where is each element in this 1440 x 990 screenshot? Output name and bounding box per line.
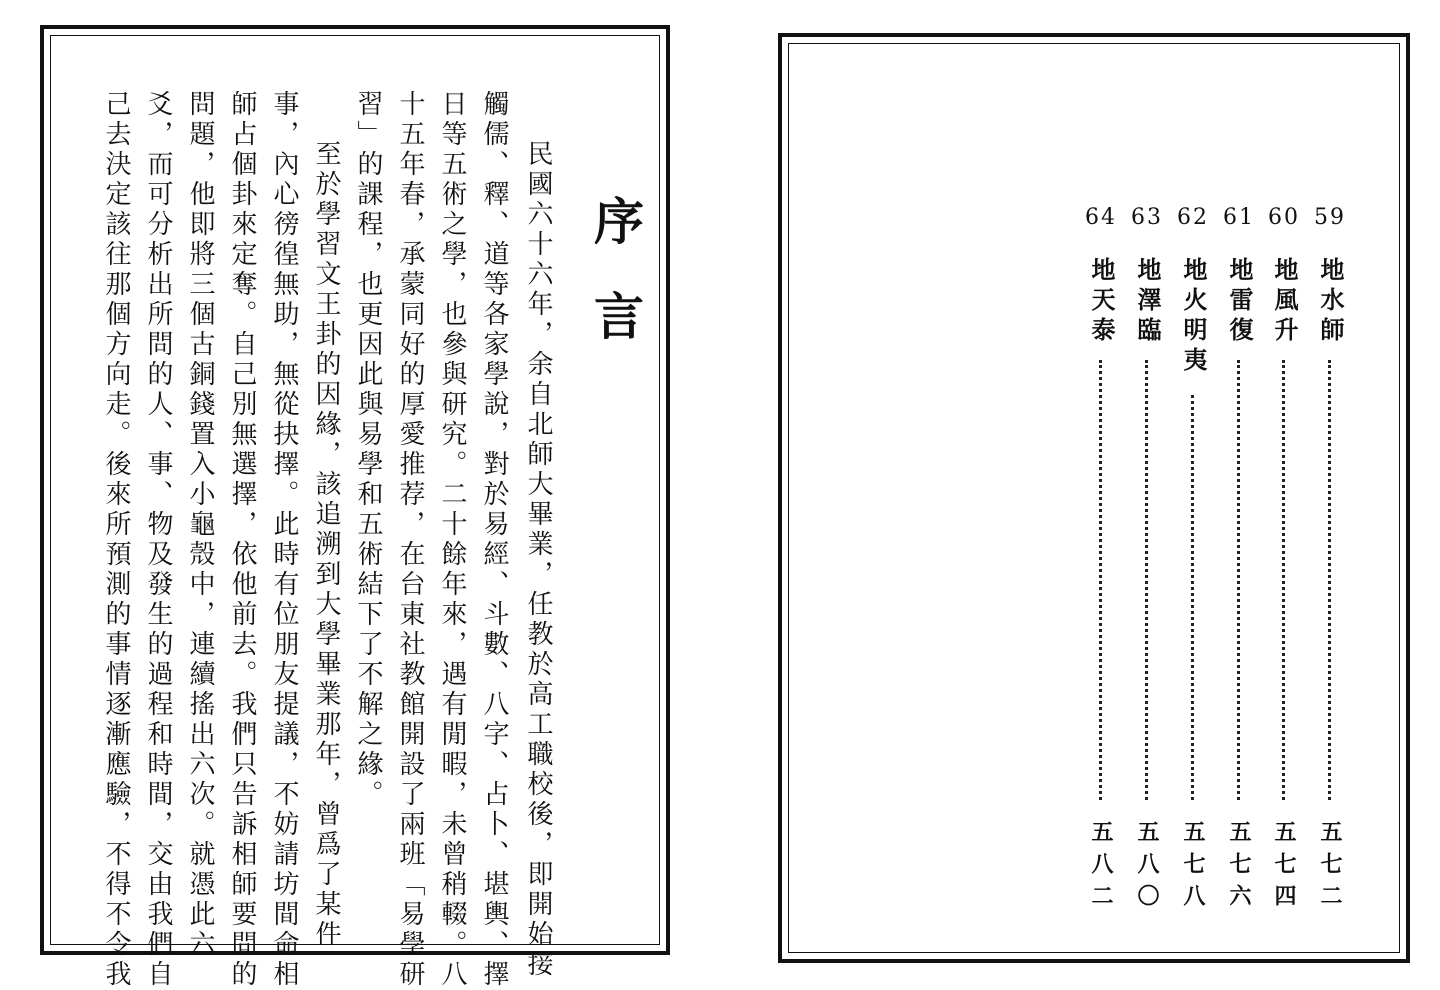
toc-entry-title: 地火明夷 [1179, 257, 1208, 377]
right-page-contents [760, 0, 1440, 979]
toc-entry-number: 63 [1131, 205, 1163, 230]
toc-entry-title: 地水師 [1316, 257, 1345, 347]
toc-entry-number: 62 [1177, 205, 1209, 230]
preface-column-5: 習」的課程，也更因此與易學和五術結下了不解之緣。 [353, 90, 383, 810]
preface-column-11: 己去決定該往那個方向走。後來所預測的事情逐漸應驗，不得不令我 [101, 90, 131, 990]
toc-entry-title: 地天泰 [1087, 257, 1116, 347]
preface-title: 序言 [586, 195, 644, 385]
preface-column-9: 問題，他即將三個古銅錢置入小龜殼中，連續搖出六次。就憑此六 [185, 90, 215, 960]
dot-leader [1145, 360, 1148, 800]
toc-entry-number: 61 [1223, 205, 1255, 230]
dot-leader [1328, 360, 1331, 800]
preface-column-3: 日等五術之學，也參與研究。二十餘年來，遇有閒暇，未曾稍輟。八 [437, 90, 467, 990]
preface-column-1: 民國六十六年，余自北師大畢業，任教於高工職校後，即開始接 [523, 140, 553, 980]
preface-column-7: 事，內心徬徨無助，無從抉擇。此時有位朋友提議，不妨請坊間命相 [269, 90, 299, 990]
toc-entry-page: 五七八 [1180, 820, 1206, 916]
preface-column-10: 爻，而可分析出所問的人、事、物及發生的過程和時間，交由我們自 [143, 90, 173, 990]
toc-entry-number: 64 [1085, 205, 1117, 230]
dot-leader [1282, 360, 1285, 800]
dot-leader [1191, 395, 1194, 800]
dot-leader [1099, 360, 1102, 800]
preface-column-2: 觸儒、釋、道等各家學說，對於易經、斗數、八字、占卜、堪輿、擇 [479, 90, 509, 990]
preface-column-4: 十五年春，承蒙同好的厚愛推荐，在台東社教館開設了兩班「易學研 [395, 90, 425, 990]
dot-leader [1237, 360, 1240, 800]
toc-entry-page: 五七六 [1226, 820, 1252, 916]
preface-column-6: 至於學習文王卦的因緣，該追溯到大學畢業那年，曾爲了某件 [311, 140, 341, 950]
toc-entry-page: 五八二 [1088, 820, 1114, 916]
page-frame-inner [788, 43, 1400, 953]
left-page-preface [0, 0, 700, 990]
toc-entry-page: 五八〇 [1134, 820, 1160, 916]
toc-entry-page: 五七二 [1317, 820, 1343, 916]
toc-entry-page: 五七四 [1271, 820, 1297, 916]
preface-column-8: 師占個卦來定奪。自己別無選擇，依他前去。我們只告訴相師要問的 [227, 90, 257, 990]
toc-entry-title: 地澤臨 [1133, 257, 1162, 347]
toc-entry-title: 地風升 [1270, 257, 1299, 347]
toc-entry-number: 60 [1268, 205, 1300, 230]
toc-entry-number: 59 [1314, 205, 1346, 230]
toc-entry-title: 地雷復 [1225, 257, 1254, 347]
